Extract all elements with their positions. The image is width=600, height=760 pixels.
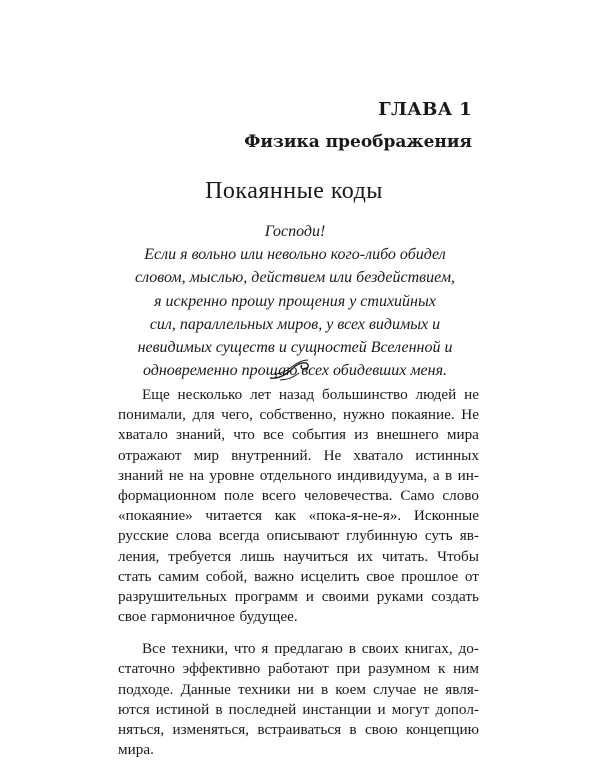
word: работают <box>268 660 329 678</box>
text-line <box>118 385 479 405</box>
word: Исконные <box>413 507 479 525</box>
word: нужно <box>342 406 385 424</box>
epigraph-line: одновременно прощаю всех обидевших меня. <box>142 362 448 380</box>
word: что <box>233 426 255 444</box>
word: в <box>321 680 329 698</box>
epigraph-line: Господи! <box>264 223 326 240</box>
text-line <box>118 587 479 607</box>
word: к <box>437 660 446 678</box>
word: в <box>445 466 453 484</box>
word: до- <box>458 640 479 658</box>
text-line <box>118 547 479 567</box>
word: статочно <box>118 660 175 678</box>
text-line <box>118 680 479 700</box>
word: мира <box>446 426 479 444</box>
text-line <box>118 486 479 506</box>
word: эффективно <box>182 660 261 678</box>
word: я <box>261 640 269 658</box>
word: в <box>215 700 223 718</box>
word: назад <box>278 386 315 403</box>
word: отдельного <box>259 466 332 484</box>
word: их <box>357 547 373 565</box>
word: что <box>233 640 256 658</box>
word: Не <box>461 406 479 424</box>
word: чего, <box>221 406 253 424</box>
word: собой, <box>205 567 248 585</box>
word: «пока-я-не-я». <box>308 507 402 525</box>
word: будущее. <box>239 608 298 626</box>
word: стать <box>118 567 152 585</box>
word: истинных <box>415 446 479 464</box>
chapter-header <box>244 98 472 154</box>
word: ления, <box>118 547 160 565</box>
word: «покаяние» <box>118 507 193 525</box>
word: из <box>354 426 369 444</box>
epigraph-line: сил, параллельных миров, у всех видимых и <box>149 315 441 333</box>
word: внутренний. <box>231 446 312 464</box>
word: предлагаю <box>274 640 343 658</box>
word: человечества. <box>303 486 393 504</box>
text-line <box>118 720 479 740</box>
word: ются <box>118 700 150 718</box>
word: ни <box>297 680 314 698</box>
word: уровне <box>209 466 255 484</box>
word: яв- <box>459 527 479 545</box>
word: события <box>292 426 347 444</box>
word: от <box>464 567 479 585</box>
word: индивидуума, <box>337 466 428 484</box>
word: истиной <box>155 700 210 718</box>
paragraph-2 <box>118 639 479 760</box>
epigraph-line: невидимых существ и сущностей Вселенной и <box>137 339 453 357</box>
word: прошлое <box>401 567 459 585</box>
word: читается <box>205 507 263 525</box>
word: Чтобы <box>437 547 479 565</box>
word: могут <box>391 700 430 718</box>
word: хватало <box>118 426 168 444</box>
word: Все <box>142 640 166 658</box>
word: для <box>192 406 215 424</box>
word: и <box>377 700 386 718</box>
word: своими <box>321 587 369 605</box>
paragraph-gap <box>118 627 479 639</box>
text-line <box>118 526 479 546</box>
word: Данные <box>180 680 231 698</box>
word: гармоничное <box>150 608 235 626</box>
word: Само <box>400 486 435 504</box>
text-line <box>118 607 479 627</box>
swirl-ornament-icon <box>268 354 310 382</box>
word: на <box>189 466 204 484</box>
word: допол- <box>435 700 479 718</box>
word: поле <box>223 486 254 504</box>
word: а <box>432 466 440 484</box>
word: последней <box>228 700 297 718</box>
word: суть <box>424 527 453 545</box>
word: большинство <box>322 386 408 403</box>
chapter-title: Физика преображения <box>244 132 472 152</box>
word: книгах, <box>404 640 453 658</box>
word: слово <box>442 486 479 504</box>
word: знаний, <box>175 426 226 444</box>
word: хватало <box>353 446 404 464</box>
word: встраиваться <box>257 721 342 738</box>
word: требуется <box>168 547 232 565</box>
body-text <box>118 385 479 760</box>
word: отражают <box>118 446 182 464</box>
word: всегда <box>218 527 260 545</box>
word: ин- <box>457 466 479 484</box>
word: свое <box>118 608 147 626</box>
word: подходе. <box>118 680 174 698</box>
word: понимали, <box>118 406 186 424</box>
word: Не <box>323 446 342 464</box>
section-title: Покаянные коды <box>205 178 383 204</box>
word: случае <box>373 680 417 698</box>
word: мир <box>193 446 220 464</box>
word: концепцию <box>406 721 479 738</box>
text-line <box>118 740 479 760</box>
word: лишь <box>240 547 275 565</box>
word: людей <box>415 386 457 403</box>
word: техники, <box>171 640 228 658</box>
word: научиться <box>283 547 349 565</box>
word: покаяние. <box>391 406 455 424</box>
text-line <box>118 446 479 466</box>
epigraph-line: я искренно прошу прощения у стихийных <box>154 292 436 310</box>
word: формационном <box>118 486 217 504</box>
text-line <box>118 425 479 445</box>
word: разумном <box>368 660 431 678</box>
word: как <box>274 507 296 525</box>
text-line <box>118 639 479 659</box>
chapter-number: ГЛАВА 1 <box>378 99 472 120</box>
word: разрушительных <box>118 587 227 605</box>
text-line <box>118 567 479 587</box>
epigraph-line: словом, мыслью, действием или бездействием, <box>134 269 456 287</box>
word: создать <box>431 587 479 605</box>
word: внешнего <box>376 426 439 444</box>
word: няться, <box>118 721 165 738</box>
text-line <box>118 700 479 720</box>
word: читать. <box>381 547 429 565</box>
word: свою <box>364 721 398 738</box>
word: лет <box>250 386 272 403</box>
word: исцелить <box>300 567 360 585</box>
word: всего <box>261 486 296 504</box>
word: в <box>348 640 356 658</box>
word: самим <box>158 567 200 585</box>
text-line <box>118 659 479 679</box>
word: слова <box>175 527 212 545</box>
word: важно <box>253 567 294 585</box>
word: не <box>423 680 439 698</box>
word: ним <box>453 660 479 678</box>
word: все <box>263 426 284 444</box>
text-line <box>118 506 479 526</box>
word: инстанции <box>302 700 372 718</box>
word: не <box>464 386 479 403</box>
word: при <box>336 660 361 678</box>
word: глубинную <box>346 527 418 545</box>
word: свое <box>366 567 395 585</box>
word: знаний <box>118 466 164 484</box>
word: руками <box>376 587 424 605</box>
word: своих <box>361 640 399 658</box>
word: и <box>305 587 314 605</box>
word: коем <box>335 680 367 698</box>
epigraph-line: Если я вольно или невольно кого-либо обидел <box>144 246 446 264</box>
paragraph-1 <box>118 385 479 627</box>
word: мира. <box>118 741 154 759</box>
word: не <box>168 466 184 484</box>
word: русские <box>118 527 169 545</box>
word: описывают <box>266 527 339 545</box>
text-line <box>118 466 479 486</box>
word: несколько <box>177 386 243 403</box>
word: Еще <box>142 386 170 403</box>
word: техники <box>237 680 291 698</box>
word: изменяться, <box>172 721 250 738</box>
word: явля- <box>445 680 479 698</box>
word: собственно, <box>259 406 337 424</box>
word: в <box>349 721 357 738</box>
text-line <box>118 405 479 425</box>
word: программ <box>234 587 298 605</box>
